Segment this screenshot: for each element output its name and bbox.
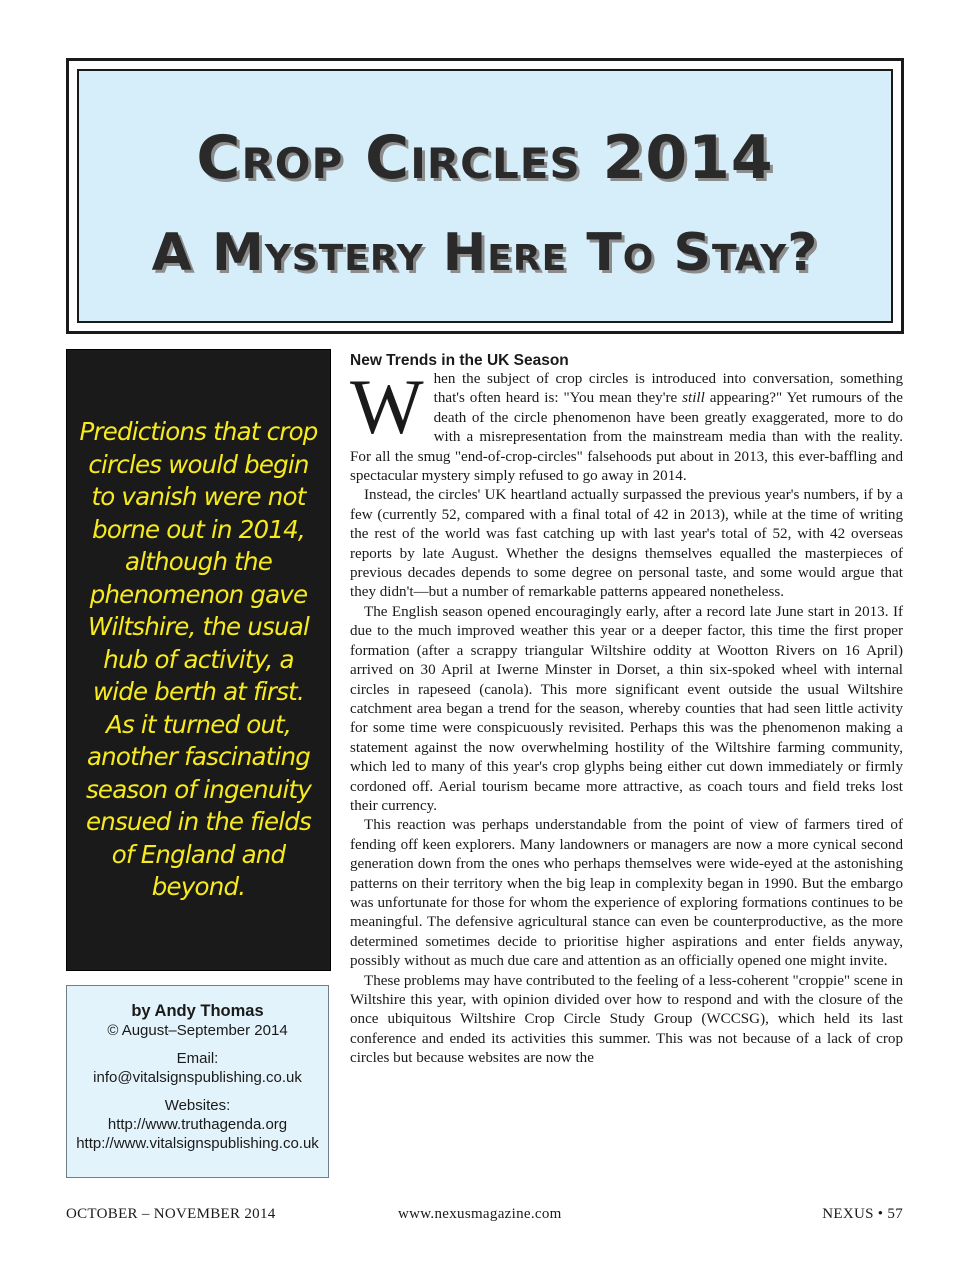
title-box-inner xyxy=(77,69,893,323)
author-byline: by Andy Thomas xyxy=(131,1002,264,1020)
paragraph-text: appearing?" Yet rumours of the death of the circle phenomenon have been greatly exaggerated, more to do with a misrepresentation from the mainstream media than with the reality. For all the smug "end-of-crop-circles" falsehoods put about in 2013, this ever-baffling and spectacular mystery simply refused to go away in 2014. xyxy=(350,390,903,485)
pull-quote: Predictions that crop circles would begin to vanish were not borne out in 2014, although the phenomenon gave Wiltshire, the usual hub of activity, a wide berth at first. As it turned out, another fascinating season of ingenuity ensued in the fields of England and beyond. xyxy=(79,417,318,902)
author-box xyxy=(66,985,329,1178)
website-link-2[interactable]: http://www.vitalsignspublishing.co.uk xyxy=(76,1135,319,1152)
page-title: Crop Circles 2014 xyxy=(196,123,774,193)
email-address[interactable]: info@vitalsignspublishing.co.uk xyxy=(93,1069,302,1086)
footer-page-number: NEXUS • 57 xyxy=(822,1206,903,1222)
article-paragraph-2: Instead, the circles' UK heartland actually surpassed the previous year's numbers, if by a few (currently 52, compared with a final total of 42 in 2013), while at the time of writing the rest of the world was fast catching up with last year's total of 52, with 42 overseas reports by late August. Whether the designs themselves equalled the masterpieces of previous decades depends to some degree on personal taste, and some would argue that they didn't—but a number of remarkable patterns appeared nonetheless. xyxy=(350,487,903,601)
website-link-1[interactable]: http://www.truthagenda.org xyxy=(107,1116,288,1133)
websites-label: Websites: xyxy=(164,1097,231,1114)
email-label: Email: xyxy=(176,1050,219,1067)
section-heading: New Trends in the UK Season xyxy=(350,352,569,369)
footer-url[interactable]: www.nexusmagazine.com xyxy=(398,1206,562,1222)
title-box xyxy=(66,58,904,334)
footer-issue-date: OCTOBER – NOVEMBER 2014 xyxy=(66,1206,276,1222)
article-body xyxy=(350,351,903,1069)
article-paragraph-4: This reaction was perhaps understandable from the point of view of farmers tired of fending off keen explorers. Many landowners or managers are now a more cynical second generation down from the ones who perhaps themselves were wide-eyed at the astonishing patterns on their territory when the big leap in complexity began in 1990. But the embargo was unfortunate for those for whom the experience of exploring formations continues to be meaningful. The defensive agricultural stance can even be counterproductive, as the more determined sometimes decide to prioritise higher aspirations and enter fields anyway, possibly without as much due care and attention as an officially opened one might invite. xyxy=(350,817,903,970)
page-subtitle: A Mystery Here To Stay? xyxy=(151,223,819,283)
article-paragraph-1 xyxy=(350,363,903,486)
author-copyright: © August–September 2014 xyxy=(107,1022,288,1039)
drop-cap: W xyxy=(350,363,424,450)
paragraph-text: hen the subject of crop circles is introduced into conversation, something that's often heard is: "You mean they're xyxy=(433,371,903,407)
article-paragraph-3: The English season opened encouragingly early, after a record late June start in 2013. If due to the much improved weather this year or a deeper factor, this time the first proper formation (after a scrappy triangular Wiltshire oddity at Wootton Rivers on 16 April) arrived on 30 April at Iwerne Minster in Dorset, a thin six-spoked wheel with internal circles in rapeseed (canola). This more significant event outside the usual Wiltshire catchment area began a trend for the season, whereby counties that had seen little activity for some time were conspicuously revisited. Perhaps this was the phenomenon making a statement against the now overwhelming hostility of the Wiltshire farming community, which led to many of this year's crop glyphs being either cut down immediately or firmly cordoned off. Aerial tourism became more attractive, as coach tours and field treks lost their currency. xyxy=(350,603,903,814)
article-paragraph-5: These problems may have contributed to the feeling of a less-coherent "croppie" scene in Wiltshire this year, with opinion divided over how to respond and with the closure of the once ubiquitous Wiltshire Crop Circle Study Group (WCCSG), which held its last conference and ended its activities this summer. This was not because of a lack of crop circles but because websites are now the xyxy=(350,972,903,1067)
pull-quote-box xyxy=(66,349,331,971)
emphasis-text: still xyxy=(682,390,705,407)
